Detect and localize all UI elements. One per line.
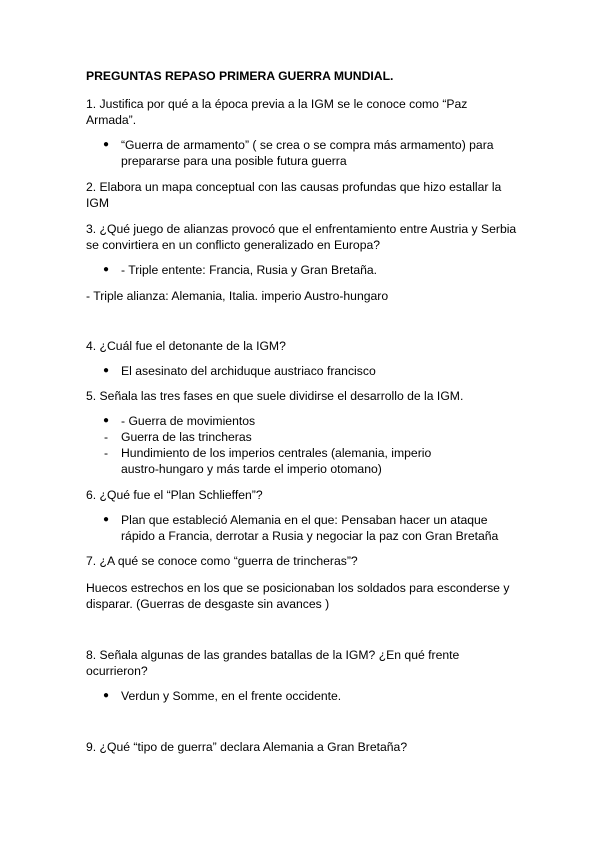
question-2-line-1: 2. Elabora un mapa conceptual con las causas profundas que hizo estallar la xyxy=(86,180,502,194)
answer-6-line-1: Plan que estableció Alemania en el que: Pensaban hacer un ataque xyxy=(121,513,488,527)
question-8-line-2: ocurrieron? xyxy=(86,664,148,678)
document-title: PREGUNTAS REPASO PRIMERA GUERRA MUNDIAL. xyxy=(86,69,394,83)
question-8-line-1: 8. Señala algunas de las grandes batallas de la IGM? ¿En qué frente xyxy=(86,648,460,662)
bullet-icon: ● xyxy=(103,365,110,376)
question-7: 7. ¿A qué se conoce como “guerra de trincheras”? xyxy=(86,554,358,568)
bullet-icon: ● xyxy=(103,415,110,426)
dash-marker: - xyxy=(104,446,109,460)
question-1-line-2: Armada”. xyxy=(86,113,137,127)
bullet-icon: ● xyxy=(103,264,110,275)
bullet-icon: ● xyxy=(103,514,110,525)
bullet-icon: ● xyxy=(103,690,110,701)
answer-5-item-2: Guerra de las trincheras xyxy=(121,430,252,444)
answer-7-line-1: Huecos estrechos en los que se posicionaban los soldados para esconderse y xyxy=(86,581,510,595)
question-6: 6. ¿Qué fue el “Plan Schlieffen”? xyxy=(86,488,263,502)
answer-5-item-3-line-1: Hundimiento de los imperios centrales (alemania, imperio xyxy=(121,446,432,460)
answer-6-line-2: rápido a Francia, derrotar a Rusia y negociar la paz con Gran Bretaña xyxy=(121,529,499,543)
answer-1-line-2: prepararse para una posible futura guerra xyxy=(121,154,347,168)
question-9: 9. ¿Qué “tipo de guerra” declara Alemania a Gran Bretaña? xyxy=(86,740,408,754)
answer-4: El asesinato del archiduque austriaco francisco xyxy=(121,364,376,378)
bullet-icon: ● xyxy=(103,139,110,150)
answer-5-item-1: - Guerra de movimientos xyxy=(121,414,256,428)
answer-8: Verdun y Somme, en el frente occidente. xyxy=(121,689,342,703)
question-3-line-2: se convirtiera en un conflicto generalizado en Europa? xyxy=(86,238,381,252)
answer-1-line-1: “Guerra de armamento” ( se crea o se compra más armamento) para xyxy=(121,138,494,152)
answer-3-bullet: - Triple entente: Francia, Rusia y Gran Bretaña. xyxy=(121,263,378,277)
question-5: 5. Señala las tres fases en que suele dividirse el desarrollo de la IGM. xyxy=(86,389,464,403)
answer-3-paragraph: - Triple alianza: Alemania, Italia. imperio Austro-hungaro xyxy=(86,289,389,303)
answer-7-line-2: disparar. (Guerras de desgaste sin avances ) xyxy=(86,597,330,611)
answer-5-item-3-line-2: austro-hungaro y más tarde el imperio otomano) xyxy=(121,462,382,476)
question-1-line-1: 1. Justifica por qué a la época previa a la IGM se le conoce como “Paz xyxy=(86,97,468,111)
question-4: 4. ¿Cuál fue el detonante de la IGM? xyxy=(86,339,286,353)
question-3-line-1: 3. ¿Qué juego de alianzas provocó que el enfrentamiento entre Austria y Serbia xyxy=(86,222,517,236)
question-2-line-2: IGM xyxy=(86,196,110,210)
dash-marker: - xyxy=(104,430,109,444)
